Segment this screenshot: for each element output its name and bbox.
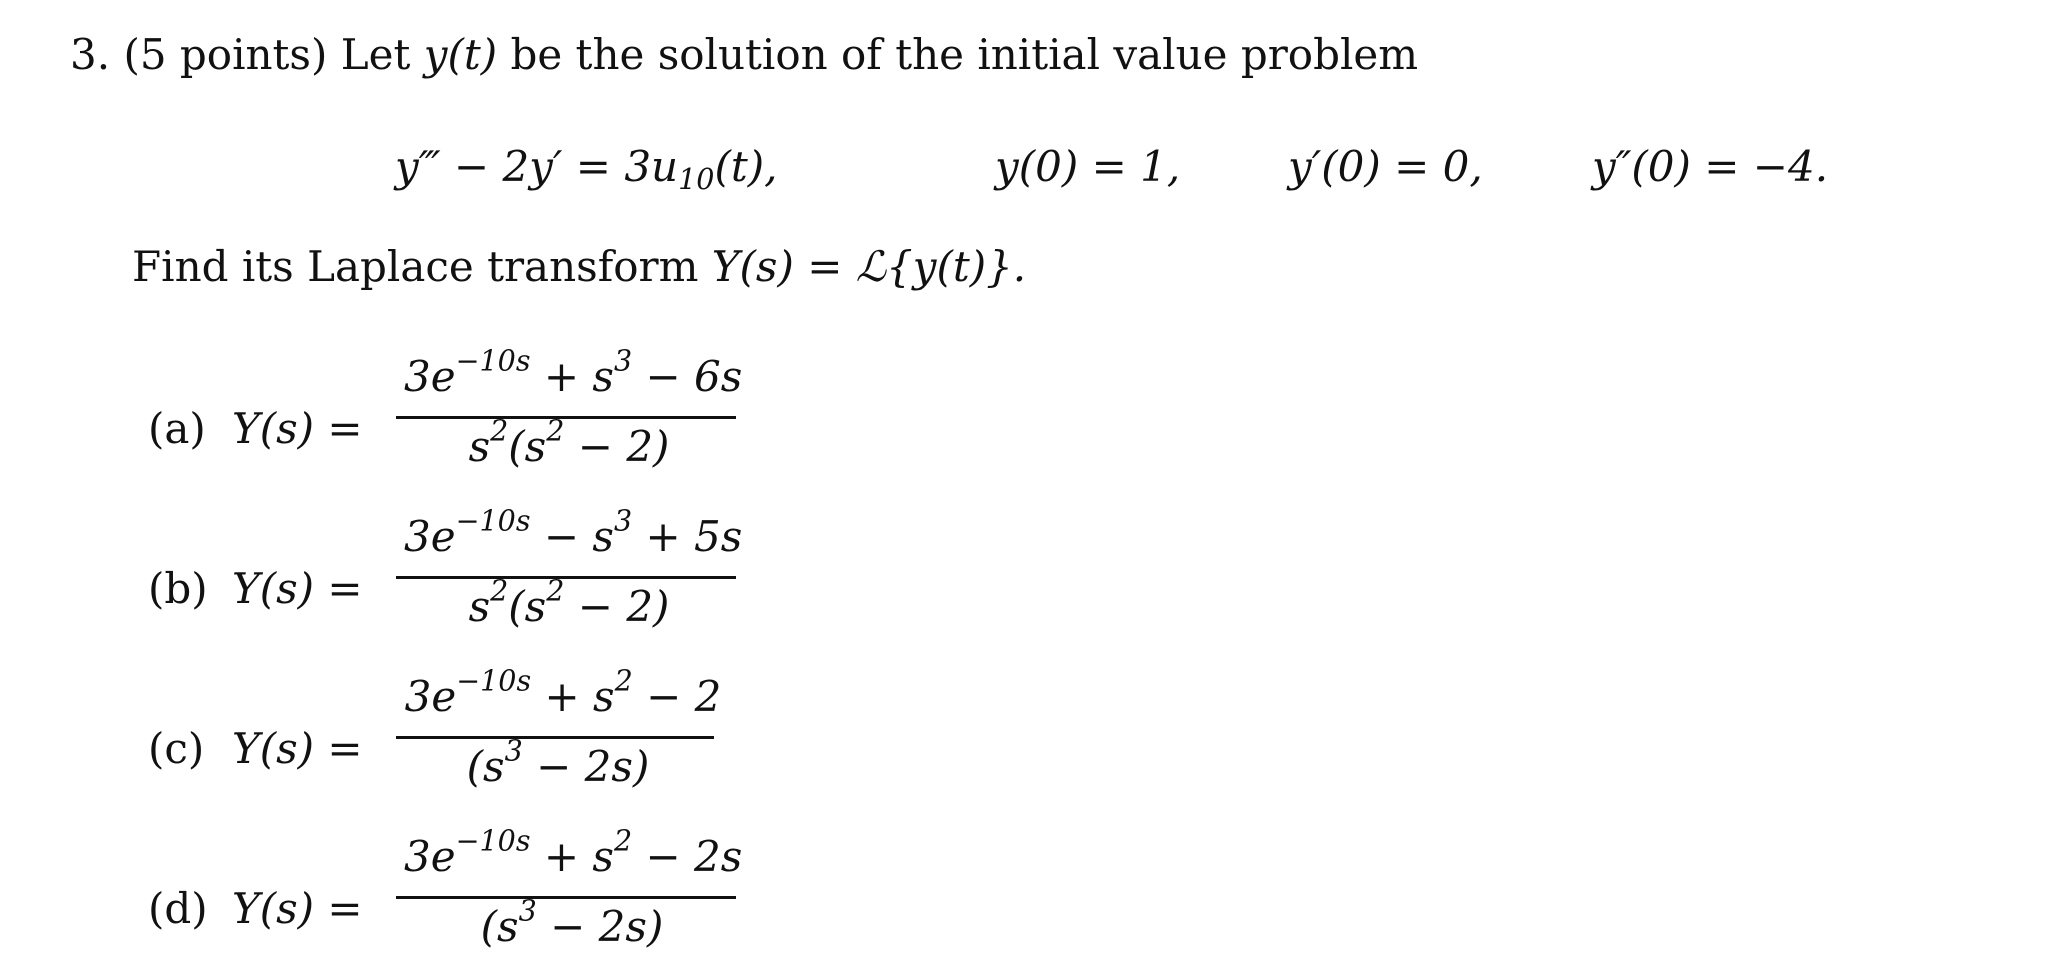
option-b (0, 503, 2046, 652)
problem-function: y(t) (423, 30, 498, 79)
find-instruction (132, 242, 1027, 291)
option-label: (c) (148, 724, 205, 773)
option-denominator: $(s^3 - 2s)$ (480, 893, 664, 951)
initial-condition-y-double-prime: y″(0) = −4. (1592, 142, 1829, 191)
option-numerator: $3e^{-10s} + s^3 - 6s$ (404, 343, 743, 401)
option-lhs: Y(s) = (232, 564, 363, 613)
problem-header (70, 30, 1419, 79)
option-fraction (396, 663, 726, 812)
option-fraction (396, 343, 744, 492)
option-lhs: Y(s) = (232, 404, 363, 453)
option-fraction (396, 503, 744, 652)
fraction-bar (396, 576, 736, 579)
option-numerator: $3e^{-10s} + s^2 - 2$ (404, 663, 722, 721)
option-label: (d) (148, 884, 208, 933)
option-lhs: Y(s) = (232, 724, 363, 773)
option-denominator: $s^2(s^2 - 2)$ (468, 413, 670, 471)
fraction-bar (396, 736, 714, 739)
problem-intro-rest: be the solution of the initial value problem (510, 30, 1419, 79)
initial-condition-y-prime: y′(0) = 0, (1288, 142, 1483, 191)
option-denominator: $(s^3 - 2s)$ (466, 733, 650, 791)
option-label: (a) (148, 404, 206, 453)
option-c (0, 663, 2046, 812)
laplace-expression: Y(s) = ℒ{y(t)}. (711, 242, 1027, 291)
problem-intro: Let (340, 30, 411, 79)
initial-condition-y: y(0) = 1, (995, 142, 1181, 191)
option-denominator: $s^2(s^2 - 2)$ (468, 573, 670, 631)
option-fraction (396, 823, 744, 972)
option-numerator: $3e^{-10s} + s^2 - 2s$ (404, 823, 743, 881)
find-text: Find its Laplace transform (132, 242, 699, 291)
problem-number: 3. (70, 30, 111, 79)
option-a (0, 343, 2046, 492)
fraction-bar (396, 896, 736, 899)
problem-points: (5 points) (123, 30, 328, 79)
fraction-bar (396, 416, 736, 419)
option-numerator: $3e^{-10s} - s^3 + 5s$ (404, 503, 743, 561)
option-d (0, 823, 2046, 972)
differential-equation: y‴ − $2y' = 3u_{10}(t)$, (395, 142, 778, 196)
option-label: (b) (148, 564, 208, 613)
initial-value-problem (0, 142, 2046, 202)
option-lhs: Y(s) = (232, 884, 363, 933)
